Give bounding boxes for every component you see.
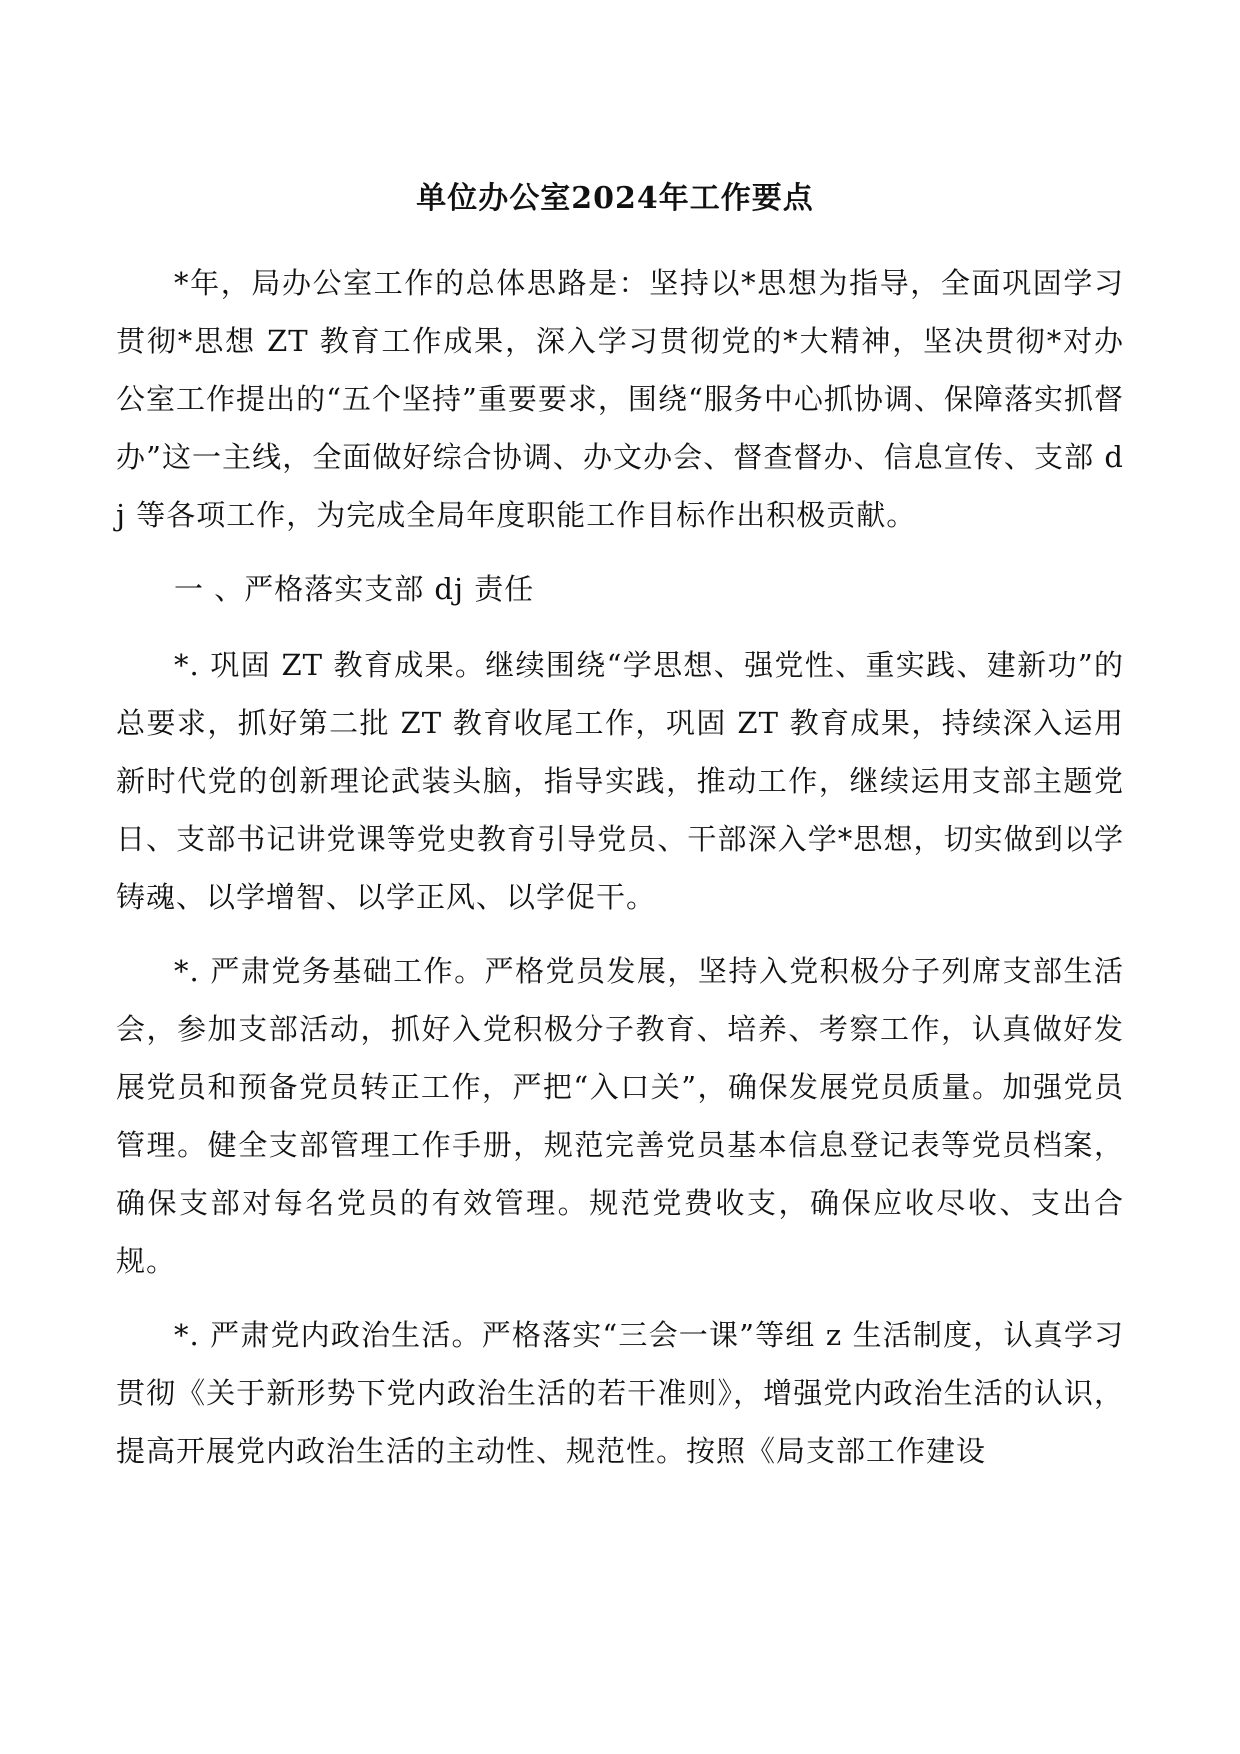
paragraph-item: *. 严肃党内政治生活。严格落实“三会一课”等组 z 生活制度，认真学习贯彻《关于新形势下党内政治生活的若干准则》，增强党内政治生活的认识，提高开展党内政治生活的主动性、规范性。按照《局支部工作建设	[116, 1318, 1124, 1468]
paragraph-item: *. 严肃党务基础工作。严格党员发展，坚持入党积极分子列席支部生活会，参加支部活动，抓好入党积极分子教育、培养、考察工作，认真做好发展党员和预备党员转正工作，严把“入口关”，确保发展党员质量。加强党员管理。健全支部管理工作手册，规范完善党员基本信息登记表等党员档案，确保支部对每名党员的有效管理。规范党费收支，确保应收尽收、支出合规。	[116, 954, 1124, 1278]
intro-paragraph: *年，局办公室工作的总体思路是：坚持以*思想为指导，全面巩固学习贯彻*思想 ZT 教育工作成果，深入学习贯彻党的*大精神，坚决贯彻*对办公室工作提出的“五个坚持”重要要求，围绕“服务中心抓协调、保障落实抓督办”这一主线，全面做好综合协调、办文办会、督查督办、信息宣传、支部 dj 等各项工作，为完成全局年度职能工作目标作出积极贡献。	[116, 266, 1124, 532]
section-heading: 一 、严格落实支部 dj 责任	[174, 572, 535, 606]
document-title: 单位办公室2024年工作要点	[416, 181, 814, 216]
paragraph-item: *. 巩固 ZT 教育成果。继续围绕“学思想、强党性、重实践、建新功”的总要求，抓好第二批 ZT 教育收尾工作，巩固 ZT 教育成果，持续深入运用新时代党的创新理论武装头脑，指导实践，推动工作，继续运用支部主题党日、支部书记讲党课等党史教育引导党员、干部深入学*思想，切实做到以学铸魂、以学增智、以学正风、以学促干。	[116, 648, 1124, 914]
document-body	[116, 168, 1124, 1480]
